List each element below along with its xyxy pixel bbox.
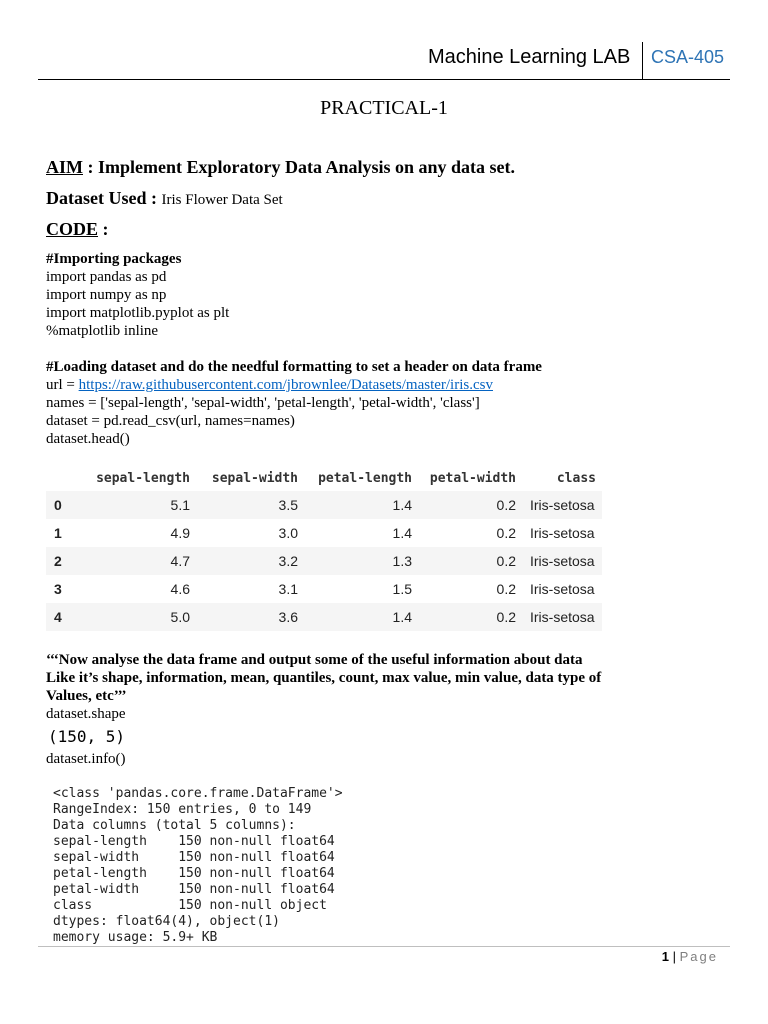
row-index: 1: [46, 519, 82, 547]
analysis-comment-line: ‘‘‘Now analyse the data frame and output some of the useful information about data: [46, 652, 583, 668]
analysis-comment-line: Values, etc’’’: [46, 688, 127, 704]
code-line: dataset.head(): [46, 431, 130, 447]
page-number: 1: [661, 949, 670, 964]
table-cell: 1.5: [304, 575, 418, 603]
table-cell: 0.2: [418, 491, 522, 519]
row-index: 0: [46, 491, 82, 519]
code-line: import matplotlib.pyplot as plt: [46, 305, 230, 321]
column-header: petal-length: [318, 470, 412, 486]
table-cell: 3.1: [196, 575, 304, 603]
footer-rule: [38, 946, 730, 947]
column-header: petal-width: [429, 470, 516, 486]
row-index: 4: [46, 603, 82, 631]
table-cell: 3.0: [196, 519, 304, 547]
shape-call: dataset.shape: [46, 706, 126, 722]
table-row: [46, 491, 602, 519]
page-label: Page: [679, 949, 718, 964]
code-heading: [46, 219, 109, 240]
code-label: CODE: [46, 219, 99, 239]
info-line: <class 'pandas.core.frame.DataFrame'>: [53, 786, 343, 801]
table-row: [46, 603, 602, 631]
table-cell: 1.3: [304, 547, 418, 575]
header-rule: [38, 79, 730, 80]
table-cell: 0.2: [418, 547, 522, 575]
table-cell: Iris-setosa: [522, 547, 602, 575]
row-index: 2: [46, 547, 82, 575]
analysis-comment-line: Like it’s shape, information, mean, quantiles, count, max value, min value, data type of: [46, 670, 602, 686]
code-line: dataset = pd.read_csv(url, names=names): [46, 413, 295, 429]
code-line: names = ['sepal-length', 'sepal-width', 'petal-length', 'petal-width', 'class']: [46, 395, 480, 411]
load-block: [46, 358, 542, 448]
code-line: import numpy as np: [46, 287, 167, 303]
info-line: RangeIndex: 150 entries, 0 to 149: [53, 802, 312, 817]
code-suffix: :: [98, 219, 109, 239]
table-cell: 3.5: [196, 491, 304, 519]
table-cell: 5.1: [82, 491, 196, 519]
table-row: [46, 547, 602, 575]
column-header: sepal-width: [211, 470, 298, 486]
import-block: [46, 250, 229, 340]
info-line: dtypes: float64(4), object(1): [53, 914, 280, 929]
table-cell: 0.2: [418, 575, 522, 603]
code-line: import pandas as pd: [46, 269, 167, 285]
column-header: [46, 465, 82, 491]
table-cell: Iris-setosa: [522, 491, 602, 519]
table-cell: Iris-setosa: [522, 519, 602, 547]
info-line: sepal-width 150 non-null float64: [53, 850, 335, 865]
dataframe-head-table: [46, 465, 602, 631]
dataset-used-label: Dataset Used :: [46, 188, 162, 208]
column-header: sepal-length: [96, 470, 190, 486]
table-cell: 4.9: [82, 519, 196, 547]
table-cell: 3.2: [196, 547, 304, 575]
code-line: %matplotlib inline: [46, 323, 159, 339]
header-title: Machine Learning LAB: [428, 46, 631, 68]
row-index: 3: [46, 575, 82, 603]
table-row: [46, 519, 602, 547]
table-cell: 3.6: [196, 603, 304, 631]
info-line: class 150 non-null object: [53, 898, 327, 913]
analysis-block: [46, 651, 601, 723]
aim-line: [46, 157, 515, 178]
page-footer: [662, 949, 718, 964]
info-line: petal-length 150 non-null float64: [53, 866, 335, 881]
aim-text: : Implement Exploratory Data Analysis on any data set.: [83, 157, 516, 177]
import-comment: #Importing packages: [46, 251, 182, 267]
page-separator: |: [669, 949, 680, 964]
dataset-used-value: Iris Flower Data Set: [161, 192, 283, 208]
table-row: [46, 575, 602, 603]
table-cell: Iris-setosa: [522, 603, 602, 631]
table-cell: 0.2: [418, 519, 522, 547]
table-cell: 0.2: [418, 603, 522, 631]
info-line: petal-width 150 non-null float64: [53, 882, 335, 897]
header-divider: [642, 42, 643, 80]
table-cell: 1.4: [304, 491, 418, 519]
info-output: [53, 786, 343, 946]
info-line: memory usage: 5.9+ KB: [53, 930, 218, 945]
table-cell: 4.7: [82, 547, 196, 575]
table-cell: 1.4: [304, 603, 418, 631]
load-comment: #Loading dataset and do the needful formatting to set a header on data frame: [46, 359, 542, 375]
aim-label: AIM: [46, 157, 83, 177]
dataset-url-link[interactable]: https://raw.githubusercontent.com/jbrownlee/Datasets/master/iris.csv: [78, 377, 493, 393]
course-code: CSA-405: [651, 47, 725, 67]
url-prefix: url =: [46, 377, 79, 393]
table-cell: 5.0: [82, 603, 196, 631]
column-header: class: [556, 470, 596, 486]
info-line: sepal-length 150 non-null float64: [53, 834, 335, 849]
table-header-row: [46, 465, 602, 491]
dataset-used-line: [46, 188, 283, 209]
info-call-block: [46, 750, 126, 768]
url-line: [46, 376, 542, 394]
table-cell: 4.6: [82, 575, 196, 603]
table-cell: Iris-setosa: [522, 575, 602, 603]
info-line: Data columns (total 5 columns):: [53, 818, 296, 833]
info-call: dataset.info(): [46, 751, 126, 767]
shape-output: (150, 5): [48, 727, 126, 746]
practical-title: PRACTICAL-1: [320, 97, 448, 119]
table-cell: 1.4: [304, 519, 418, 547]
